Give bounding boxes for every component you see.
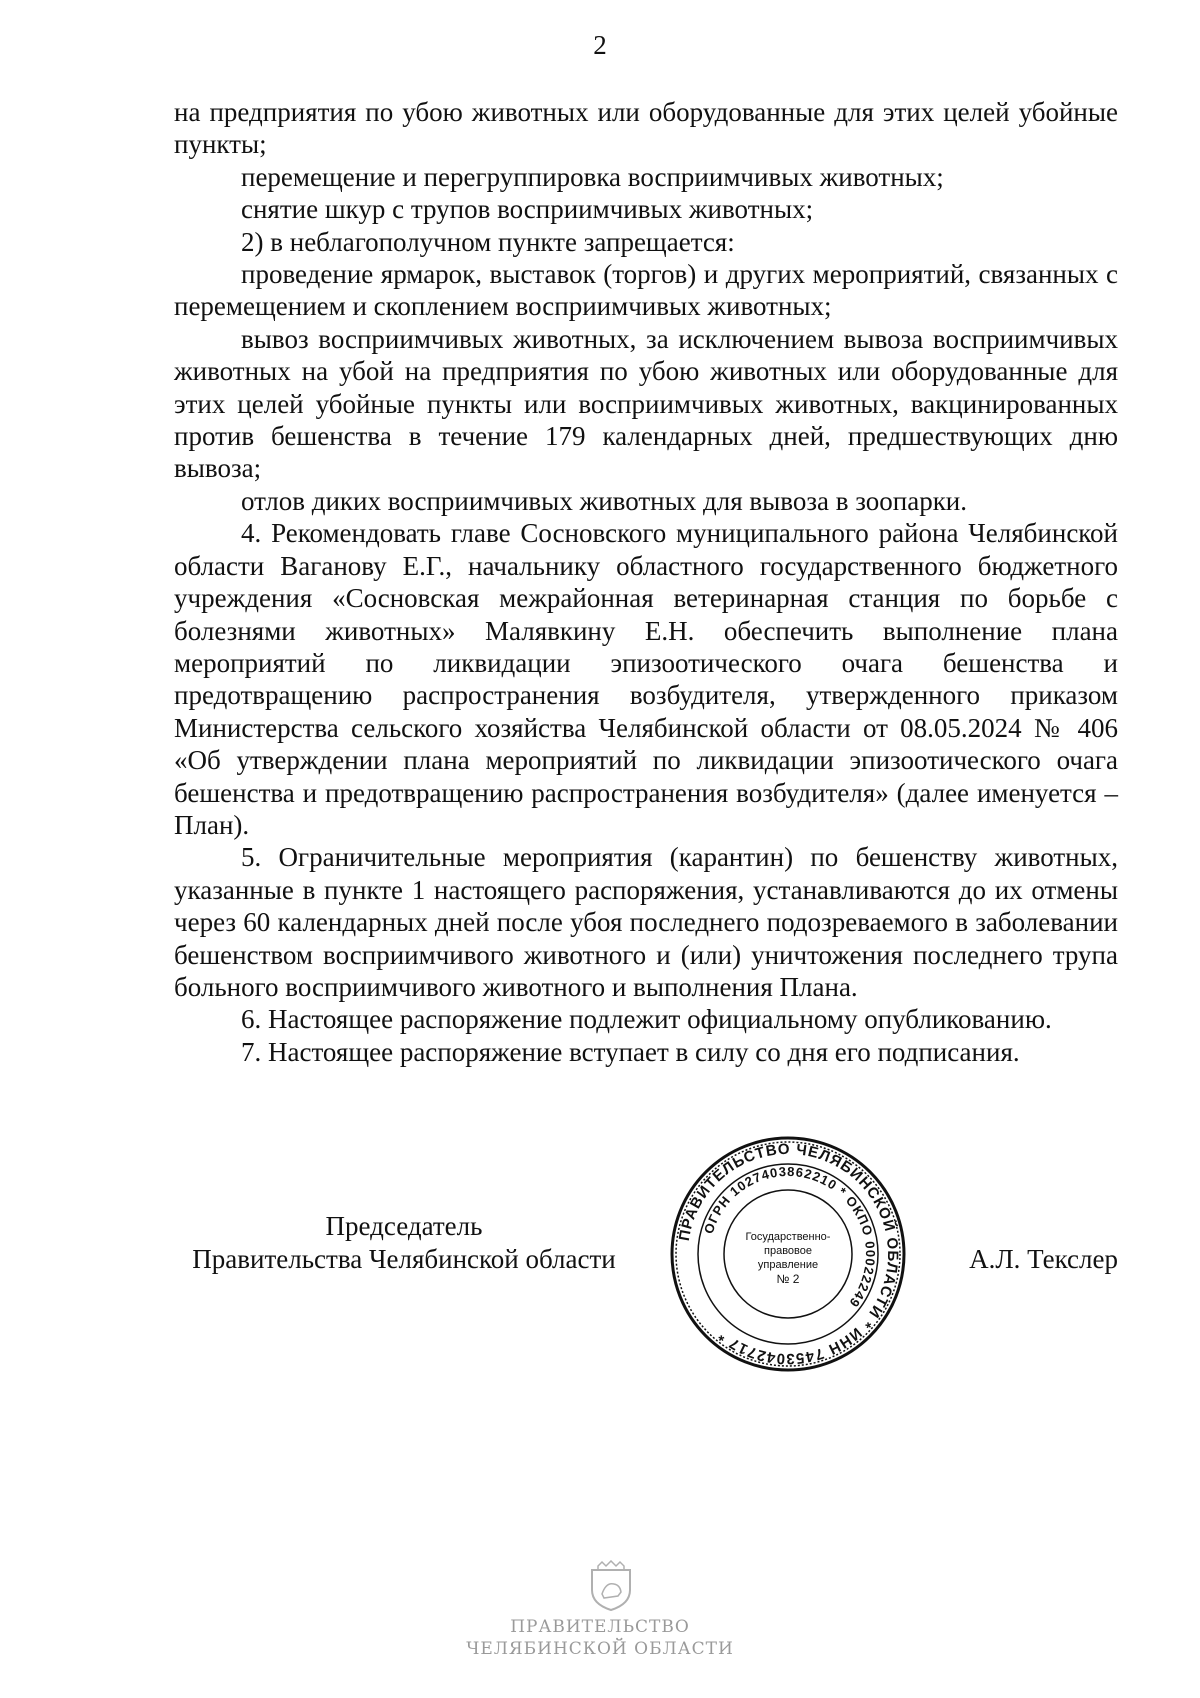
paragraph: 6. Настоящее распоряжение подлежит официальному опубликованию. — [241, 1004, 1052, 1035]
signatory-name: А.Л. Текслер — [969, 1244, 1118, 1274]
document-body — [174, 96, 1118, 1068]
signatory-title: Председатель — [325, 1211, 483, 1241]
paragraph: 2) в неблагополучном пункте запрещается: — [241, 226, 735, 257]
paragraph: проведение ярмарок, выставок (торгов) и других мероприятий, связанных с перемещением и скоплением восприимчивых животных; — [174, 259, 1118, 322]
seal-center-line: управление — [757, 1259, 819, 1271]
signatory-organization: Правительства Челябинской области — [192, 1244, 616, 1274]
paragraph: 5. Ограничительные мероприятия (карантин) по бешенству животных, указанные в пункте 1 настоящего распоряжения, устанавливаются до их отмены через 60 календарных дней после убоя последнего подозреваемого в заболевании бешенством восприимчивого животного и (или) уничтожения последнего трупа больного восприимчивого животного и выполнения Плана. — [174, 842, 1118, 1002]
paragraph: вывоз восприимчивых животных, за исключением вывоза восприимчивых животных на убой на предприятия по убою животных или оборудованные для этих целей убойные пункты или восприимчивых животных, вакцинированных против бешенства в течение 179 календарных дней, предшествующих дню вывоза; — [174, 323, 1118, 484]
paragraph: 4. Рекомендовать главе Сосновского муниципального района Челябинской области Ваганову Е.Г., начальнику областного государственного бюджетного учреждения «Сосновская межрайонная ветеринарная станция по борьбе с болезнями животных» Малявкину Е.Н. обеспечить выполнение плана мероприятий по ликвидации эпизоотического очага бешенства и предотвращению распространения возбудителя, утвержденного приказом Министерства сельского хозяйства Челябинской области от 08.05.2024 № 406 «Об утверждении плана мероприятий по ликвидации эпизоотического очага бешенства и предотвращению распространения возбудителя» (далее именуется – План). — [174, 518, 1118, 840]
official-seal-stamp — [668, 1134, 908, 1374]
seal-inner-text: ОГРН 1027403862210 * ОКПО 00022249 — [700, 1163, 879, 1311]
seal-center-line: № 2 — [776, 1272, 800, 1286]
paragraph: отлов диких восприимчивых животных для вывоза в зоопарки. — [241, 485, 968, 516]
page-number: 2 — [593, 30, 607, 60]
seal-outer-text: ПРАВИТЕЛЬСТВО ЧЕЛЯБИНСКОЙ ОБЛАСТИ * ИНН 7453042717 * — [675, 1140, 902, 1368]
seal-center-line: Государственно- — [745, 1231, 831, 1243]
paragraph: на предприятия по убою животных или оборудованные для этих целей убойные пункты; — [174, 97, 1118, 160]
paragraph: снятие шкур с трупов восприимчивых животных; — [241, 194, 814, 225]
signatory-position — [174, 1210, 634, 1276]
footer-line: ЧЕЛЯБИНСКОЙ ОБЛАСТИ — [466, 1639, 734, 1659]
paragraph: перемещение и перегруппировка восприимчивых животных; — [241, 161, 944, 192]
coat-of-arms-icon — [588, 1560, 634, 1612]
footer-organization — [0, 1616, 1200, 1660]
footer-line: ПРАВИТЕЛЬСТВО — [510, 1617, 690, 1637]
seal-center-line: правовое — [764, 1245, 812, 1257]
paragraph: 7. Настоящее распоряжение вступает в силу со дня его подписания. — [241, 1036, 1020, 1067]
